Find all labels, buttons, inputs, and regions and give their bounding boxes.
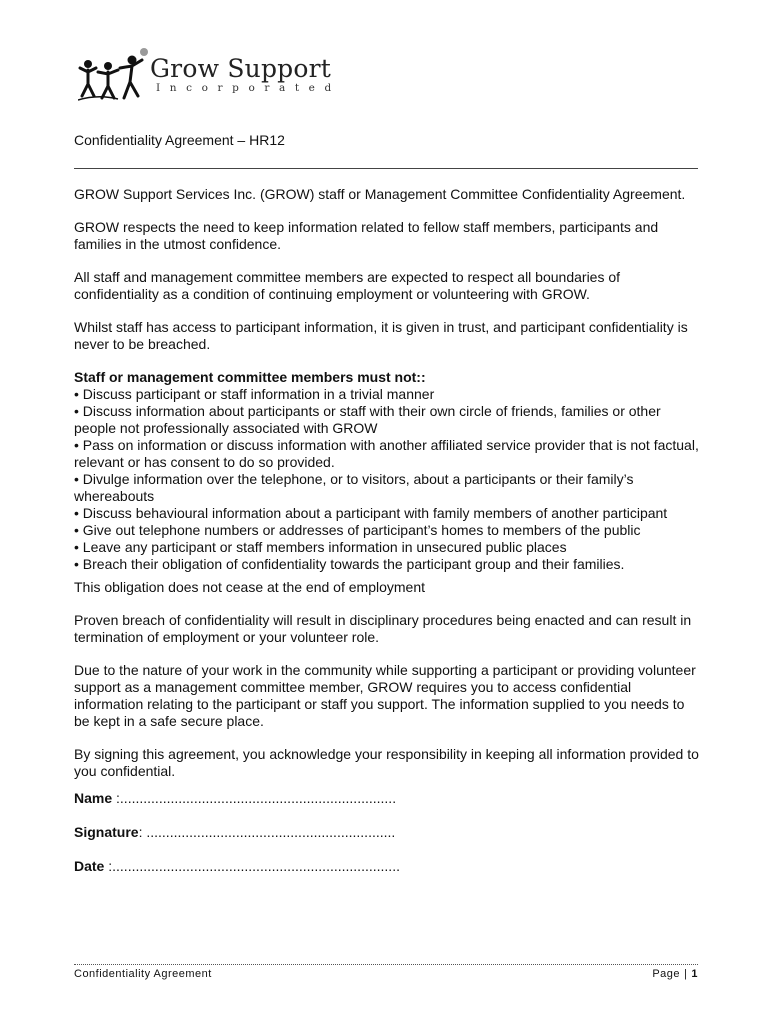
list-item: • Discuss information about participants or staff with their own circle of friends, families or other people not professionally associated with GROW [74, 403, 661, 436]
document-body [74, 186, 702, 892]
list-item: • Give out telephone numbers or addresses of participant’s homes to members of the public [74, 522, 641, 538]
page-separator: | [684, 968, 688, 980]
signature-fill-dots: : ................................................................ [138, 824, 396, 840]
people-figures-icon [78, 46, 150, 102]
document-title: Confidentiality Agreement – HR12 [74, 132, 285, 148]
paragraph-boundaries: All staff and management committee members are expected to respect all boundaries of confidentiality as a condition of continuing employment or volunteering with GROW. [74, 269, 621, 302]
list-item: • Breach their obligation of confidentiality towards the participant group and their families. [74, 556, 625, 572]
paragraph-trust: Whilst staff has access to participant information, it is given in trust, and participant confidentiality is never to be breached. [74, 319, 688, 352]
must-not-heading: Staff or management committee members must not:: [74, 369, 426, 385]
list-item: • Divulge information over the telephone, or to visitors, about a participants or their family’s whereabouts [74, 471, 634, 504]
paragraph-nature-of-work: Due to the nature of your work in the community while supporting a participant or providing volunteer support as a management committee member, GROW requires you to access confidential information relating to the participant or staff you support. The information supplied to you needs to be kept in a safe secure place. [74, 662, 696, 729]
footer-divider [74, 964, 698, 965]
name-fill-dots: :....................................................................... [112, 790, 397, 806]
must-not-list [74, 369, 702, 573]
company-logo [78, 46, 341, 102]
list-item: • Discuss participant or staff information in a trivial manner [74, 386, 435, 402]
page-number: 1 [691, 968, 698, 980]
paragraph-acknowledge: By signing this agreement, you acknowledge your responsibility in keeping all information provided to you confidential. [74, 746, 699, 779]
date-line[interactable] [74, 858, 702, 875]
list-item: • Pass on information or discuss information with another affiliated service provider that is not factual, relevant or has consent to do so provided. [74, 437, 699, 470]
paragraph-obligation: This obligation does not cease at the end of employment [74, 579, 425, 595]
logo-wordmark: Grow Support [150, 54, 332, 83]
title-divider [74, 168, 698, 169]
date-label: Date [74, 858, 105, 874]
footer-document-name: Confidentiality Agreement [74, 968, 212, 980]
paragraph-respect: GROW respects the need to keep information related to fellow staff members, participants and families in the utmost confidence. [74, 219, 659, 252]
signature-label: Signature [74, 824, 139, 840]
name-line[interactable] [74, 790, 702, 807]
list-item: • Discuss behavioural information about a participant with family members of another participant [74, 505, 668, 521]
date-fill-dots: :.......................................................................... [104, 858, 400, 874]
paragraph-breach: Proven breach of confidentiality will result in disciplinary procedures being enacted and can result in termination of employment or your volunteer role. [74, 612, 692, 645]
page-label: Page [652, 968, 681, 980]
name-label: Name [74, 790, 113, 806]
list-item: • Leave any participant or staff members information in unsecured public places [74, 539, 567, 555]
footer-page-number [652, 968, 698, 980]
logo-subtitle: Incorporated [156, 82, 341, 94]
signature-line[interactable] [74, 824, 702, 841]
paragraph-intro: GROW Support Services Inc. (GROW) staff or Management Committee Confidentiality Agreement. [74, 186, 686, 202]
